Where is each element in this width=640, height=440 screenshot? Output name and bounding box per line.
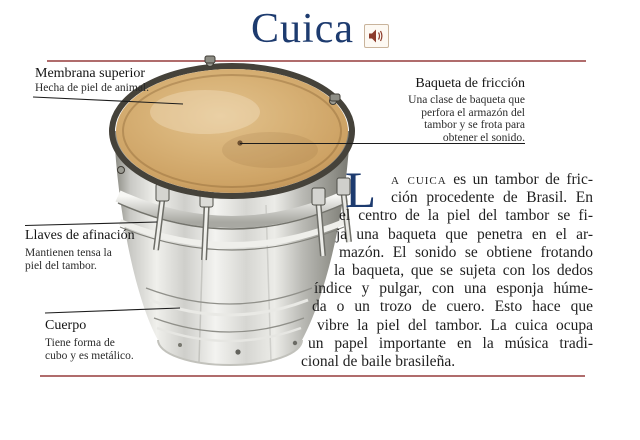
callout-baqueta-desc: Una clase de baqueta que bbox=[408, 94, 525, 106]
article-line: cional de baile brasileña. bbox=[301, 353, 456, 370]
article-line: el centro de la piel del tambor se fi- bbox=[339, 207, 593, 224]
callout-cuerpo-desc: Tiene forma de bbox=[45, 337, 115, 349]
callout-llaves-title: Llaves de afinación bbox=[25, 228, 135, 243]
article-line: ja una baqueta que penetra en el ar- bbox=[336, 226, 593, 243]
callout-cuerpo-title: Cuerpo bbox=[45, 318, 87, 333]
dropcap: L bbox=[345, 163, 377, 219]
callout-llaves-desc: Mantienen tensa la bbox=[25, 247, 112, 259]
callout-llaves bbox=[25, 228, 175, 273]
article-line-text: es un tambor de fric- bbox=[446, 171, 593, 188]
callout-baqueta-desc: perfora el armazón del bbox=[421, 106, 525, 119]
article-lead-smallcaps: a cuica bbox=[391, 171, 447, 188]
page-title: Cuica bbox=[251, 6, 354, 52]
callout-membrana-desc: Hecha de piel de animal. bbox=[35, 82, 149, 94]
callout-cuerpo-desc: cubo y es metálico. bbox=[45, 350, 134, 362]
callout-cuerpo bbox=[45, 318, 195, 363]
article-line: vibre la piel del tambor. La cuica ocupa bbox=[317, 317, 593, 334]
article-line bbox=[391, 171, 593, 190]
callout-llaves-desc: piel del tambor. bbox=[25, 260, 97, 272]
callout-membrana bbox=[35, 66, 195, 95]
article-line: un papel importante en la música tradi- bbox=[308, 335, 593, 352]
article-line: da o un trozo de cuero. Esto hace que bbox=[312, 298, 593, 315]
callout-membrana-title: Membrana superior bbox=[35, 66, 146, 81]
article-line: mazón. El sonido se obtiene frotando bbox=[339, 244, 593, 261]
callout-baqueta-desc: obtener el sonido. bbox=[442, 131, 525, 144]
article-line: la baqueta, que se sujeta con los dedos bbox=[334, 262, 593, 279]
callout-baqueta-desc: tambor y se frota para bbox=[424, 119, 525, 131]
callout-baqueta bbox=[345, 76, 525, 144]
article-line: índice y pulgar, con una esponja húme- bbox=[314, 280, 593, 297]
article-line: ción procedente de Brasil. En bbox=[391, 189, 593, 206]
callout-baqueta-title: Baqueta de fricción bbox=[415, 76, 525, 91]
